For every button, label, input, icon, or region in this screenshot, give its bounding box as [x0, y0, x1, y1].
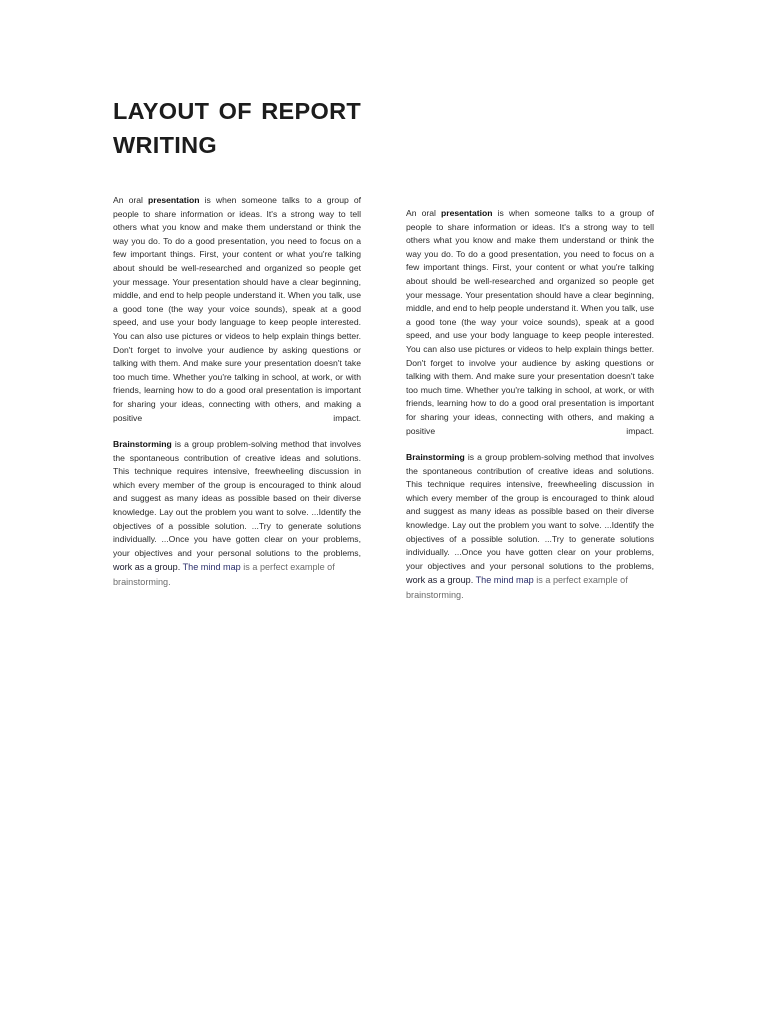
brainstorming-term: Brainstorming [406, 452, 465, 463]
presentation-text: is when someone talks to a group of people to share information or ideas. It's a strong way to tell others what you know and make them understand or think the way you do. To do a good presentation, you need to focus on a few important things. First, your content or what you're talking about should be well-researched and organized so people get your message. Your presentation should have a clear beginning, middle, and end to help people understand it. When you talk, use a good tone (the way your voice sounds), speak at a good speed, and use your body language to keep people interested. You can also use pictures or videos to help explain things better. Don't forget to involve your audience by asking questions or talking with them. And make sure your presentation doesn't take too much time. Whether you're talking in school, at work, or with friends, learning how to do a good oral presentation is important for sharing your ideas, connecting with others, and making a positive impact. [406, 208, 654, 436]
brainstorming-tail [113, 560, 361, 588]
presentation-lead: An oral [113, 195, 148, 205]
page-title: LAYOUT OF REPORT WRITING [113, 98, 361, 158]
presentation-text: is when someone talks to a group of people to share information or ideas. It's a strong way to tell others what you know and make them understand or think the way you do. To do a good presentation, you need to focus on a few important things. First, your content or what you're talking about should be well-researched and organized so people get your message. Your presentation should have a clear beginning, middle, and end to help people understand it. When you talk, use a good tone (the way your voice sounds), speak at a good speed, and use your body language to keep people interested. You can also use pictures or videos to help explain things better. Don't forget to involve your audience by asking questions or talking with them. And make sure your presentation doesn't take too much time. Whether you're talking in school, at work, or with friends, learning how to do a good oral presentation is important for sharing your ideas, connecting with others, and making a positive impact. [113, 195, 361, 423]
brainstorming-tail [406, 573, 654, 601]
tail-dark-text: work as a group. [406, 575, 474, 586]
brainstorming-paragraph [113, 438, 361, 560]
presentation-paragraph [406, 207, 654, 438]
tail-grey-text: is a perfect example of brainstorming. [113, 562, 335, 587]
right-column [406, 207, 654, 602]
mind-map-text: The mind map [182, 562, 241, 573]
presentation-paragraph [113, 194, 361, 425]
presentation-term: presentation [147, 195, 200, 205]
presentation-lead: An oral [406, 208, 441, 218]
left-column [113, 194, 361, 589]
tail-dark-text: work as a group. [113, 562, 181, 573]
mind-map-text: The mind map [475, 575, 534, 586]
brainstorming-text: is a group problem-solving method that involves the spontaneous contribution of creative ideas and solutions. This technique requires intensive, freewheeling discussion in which every member of the group is encouraged to think aloud and suggest as many ideas as possible based on their diverse knowledge. Lay out the problem you want to solve. ...Identify the objectives of a possible solution. ...Try to generate solutions individually. ...Once you have gotten clear on your problems, your objectives and your personal solutions to the problems, [113, 439, 361, 558]
presentation-term: presentation [440, 208, 493, 218]
tail-grey-text: is a perfect example of brainstorming. [406, 575, 628, 600]
brainstorming-text: is a group problem-solving method that involves the spontaneous contribution of creative ideas and solutions. This technique requires intensive, freewheeling discussion in which every member of the group is encouraged to think aloud and suggest as many ideas as possible based on their diverse knowledge. Lay out the problem you want to solve. ...Identify the objectives of a possible solution. ...Try to generate solutions individually. ...Once you have gotten clear on your problems, your objectives and your personal solutions to the problems, [406, 452, 654, 571]
brainstorming-paragraph [406, 451, 654, 573]
brainstorming-term: Brainstorming [113, 439, 172, 450]
